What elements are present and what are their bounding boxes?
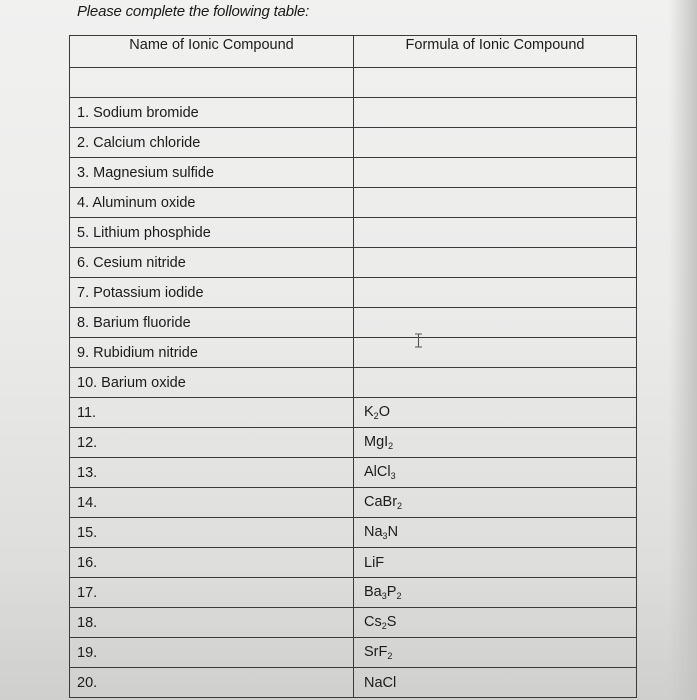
formula-symbol: MgI — [364, 434, 389, 450]
compound-formula-cell[interactable] — [354, 518, 637, 548]
compound-formula-cell[interactable] — [354, 428, 637, 458]
compound-name-cell: 17. — [70, 578, 354, 608]
table-row — [70, 248, 637, 278]
table-row — [70, 548, 637, 578]
compound-name-cell: 1. Sodium bromide — [70, 98, 354, 128]
compound-name-cell — [70, 68, 354, 98]
compound-name-cell: 12. — [70, 428, 354, 458]
formula-symbol: O — [378, 404, 390, 420]
worksheet-instructions: Please complete the following table: — [77, 3, 310, 20]
compound-formula-cell[interactable] — [354, 158, 637, 188]
formula-subscript: 2 — [387, 651, 393, 661]
compound-formula-cell[interactable] — [354, 608, 637, 638]
compound-name-cell: 15. — [70, 518, 354, 548]
table-row — [70, 398, 637, 428]
table-row — [70, 668, 637, 698]
table-body — [70, 68, 637, 698]
formula-symbol: S — [386, 614, 397, 630]
compound-formula-cell[interactable] — [354, 458, 637, 488]
table-row — [70, 578, 637, 608]
formula-symbol: CaBr — [364, 494, 398, 510]
formula-subscript: 2 — [396, 591, 402, 601]
formula-symbol: NaCl — [364, 674, 397, 691]
ionic-compound-table — [69, 35, 637, 698]
table-row — [70, 188, 637, 218]
table-row — [70, 98, 637, 128]
formula-column-header: Formula of Ionic Compound — [354, 36, 637, 68]
table-row — [70, 68, 637, 98]
table-row — [70, 368, 637, 398]
formula-symbol: Ba — [364, 584, 382, 600]
formula-symbol: K — [364, 404, 374, 420]
compound-name-cell: 20. — [70, 668, 354, 698]
compound-formula-cell[interactable] — [354, 188, 637, 218]
formula-symbol: Na — [364, 524, 383, 540]
table-row — [70, 278, 637, 308]
compound-formula-cell[interactable] — [354, 638, 637, 668]
formula-subscript: 3 — [382, 531, 388, 541]
formula-symbol: N — [387, 524, 399, 540]
compound-formula-cell[interactable] — [354, 488, 637, 518]
table-row — [70, 488, 637, 518]
compound-name-cell: 2. Calcium chloride — [70, 128, 354, 158]
compound-name-cell: 3. Magnesium sulfide — [70, 158, 354, 188]
name-column-header: Name of Ionic Compound — [70, 36, 354, 68]
compound-formula-cell[interactable] — [354, 278, 637, 308]
table-row — [70, 338, 637, 368]
formula-symbol: AlCl — [364, 464, 391, 480]
compound-formula-cell[interactable] — [354, 248, 637, 278]
table-row — [70, 128, 637, 158]
compound-formula-cell[interactable] — [354, 308, 637, 338]
table-row — [70, 638, 637, 668]
compound-formula-cell[interactable] — [354, 578, 637, 608]
compound-name-cell: 14. — [70, 488, 354, 518]
compound-formula-cell[interactable] — [354, 368, 637, 398]
table-row — [70, 218, 637, 248]
compound-formula-cell[interactable] — [354, 548, 637, 578]
photo-edge-shadow — [669, 0, 697, 700]
compound-formula-cell[interactable] — [354, 128, 637, 158]
compound-name-cell: 8. Barium fluoride — [70, 308, 354, 338]
compound-formula-cell[interactable] — [354, 668, 637, 698]
compound-name-cell: 13. — [70, 458, 354, 488]
compound-name-cell: 18. — [70, 608, 354, 638]
table-row — [70, 158, 637, 188]
table-row — [70, 518, 637, 548]
formula-subscript: 3 — [390, 471, 396, 481]
table-row — [70, 308, 637, 338]
text-cursor-icon — [414, 333, 423, 348]
compound-name-cell: 9. Rubidium nitride — [70, 338, 354, 368]
formula-subscript: 2 — [397, 501, 403, 511]
table-row — [70, 458, 637, 488]
compound-name-cell: 19. — [70, 638, 354, 668]
compound-formula-cell[interactable] — [354, 218, 637, 248]
formula-symbol: LiF — [364, 554, 385, 571]
table-header-row — [70, 36, 637, 68]
compound-name-cell: 16. — [70, 548, 354, 578]
compound-name-cell: 7. Potassium iodide — [70, 278, 354, 308]
compound-name-cell: 5. Lithium phosphide — [70, 218, 354, 248]
table-row — [70, 608, 637, 638]
compound-formula-cell[interactable] — [354, 98, 637, 128]
formula-subscript: 2 — [373, 411, 379, 421]
compound-formula-cell[interactable] — [354, 68, 637, 98]
compound-name-cell: 4. Aluminum oxide — [70, 188, 354, 218]
compound-name-cell: 10. Barium oxide — [70, 368, 354, 398]
compound-formula-cell[interactable] — [354, 338, 637, 368]
compound-name-cell: 11. — [70, 398, 354, 428]
table-row — [70, 428, 637, 458]
formula-subscript: 2 — [381, 621, 387, 631]
compound-name-cell: 6. Cesium nitride — [70, 248, 354, 278]
formula-symbol: Cs — [364, 614, 382, 630]
formula-subscript: 3 — [381, 591, 387, 601]
formula-symbol: SrF — [364, 644, 388, 660]
formula-symbol: P — [386, 584, 397, 600]
compound-formula-cell[interactable] — [354, 398, 637, 428]
formula-subscript: 2 — [388, 441, 394, 451]
